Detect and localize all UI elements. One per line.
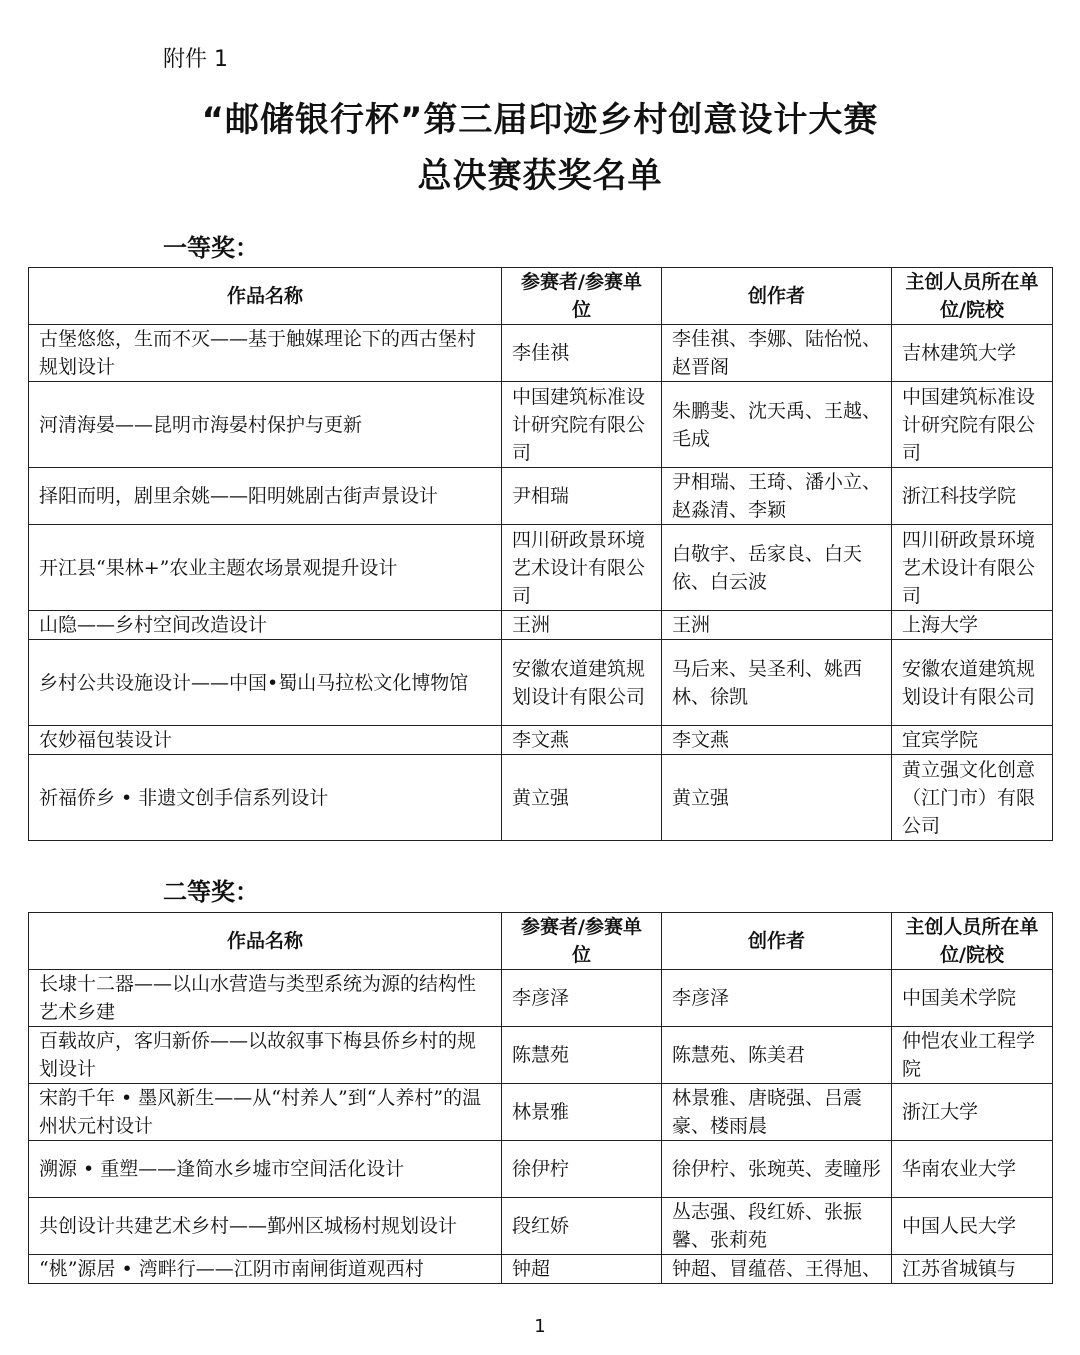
cell-entrant: 徐伊柠 xyxy=(502,1141,662,1198)
cell-work: 长埭十二器——以山水营造与类型系统为源的结构性艺术乡建 xyxy=(29,970,502,1027)
cell-affiliation: 中国人民大学 xyxy=(892,1198,1053,1255)
cell-affiliation: 上海大学 xyxy=(892,611,1053,640)
cell-creators: 李文燕 xyxy=(662,726,892,755)
document-title: “邮储银行杯”第三届印迹乡村创意设计大赛 xyxy=(201,100,879,140)
cell-affiliation: 浙江科技学院 xyxy=(892,468,1053,525)
document-subtitle: 总决赛获奖名单 xyxy=(417,156,663,196)
header-work: 作品名称 xyxy=(29,268,502,325)
cell-work: 共创设计共建艺术乡村——鄞州区城杨村规划设计 xyxy=(29,1198,502,1255)
cell-work: 祈福侨乡 • 非遗文创手信系列设计 xyxy=(29,755,502,841)
cell-entrant: 李佳祺 xyxy=(502,325,662,382)
table-row xyxy=(29,525,1053,611)
header-work: 作品名称 xyxy=(29,913,502,970)
cell-work: 古堡悠悠，生而不灭——基于触媒理论下的西古堡村规划设计 xyxy=(29,325,502,382)
table-row xyxy=(29,325,1053,382)
cell-creators: 朱鹏斐、沈天禹、王越、毛成 xyxy=(662,382,892,468)
cell-entrant: 林景雅 xyxy=(502,1084,662,1141)
cell-entrant: 钟超 xyxy=(502,1255,662,1284)
cell-affiliation: 安徽农道建筑规划设计有限公司 xyxy=(892,640,1053,726)
table-row xyxy=(29,970,1053,1027)
cell-entrant: 黄立强 xyxy=(502,755,662,841)
table-row xyxy=(29,468,1053,525)
table-row xyxy=(29,1084,1053,1141)
table-row xyxy=(29,1141,1053,1198)
cell-work: 山隐——乡村空间改造设计 xyxy=(29,611,502,640)
cell-creators: 尹相瑞、王琦、潘小立、赵淼清、李颖 xyxy=(662,468,892,525)
first-prize-table xyxy=(28,267,1053,841)
cell-creators: 王洲 xyxy=(662,611,892,640)
table-row xyxy=(29,726,1053,755)
cell-work: 乡村公共设施设计——中国•蜀山马拉松文化博物馆 xyxy=(29,640,502,726)
header-affiliation: 主创人员所在单位/院校 xyxy=(892,913,1053,970)
cell-creators: 陈慧苑、陈美君 xyxy=(662,1027,892,1084)
cell-work: 开江县“果林+”农业主题农场景观提升设计 xyxy=(29,525,502,611)
cell-creators: 马后来、吴圣利、姚西林、徐凯 xyxy=(662,640,892,726)
cell-entrant: 李文燕 xyxy=(502,726,662,755)
cell-creators: 钟超、冒蕴蓓、王得旭、 xyxy=(662,1255,892,1284)
table-row xyxy=(29,755,1053,841)
cell-affiliation: 华南农业大学 xyxy=(892,1141,1053,1198)
table-row xyxy=(29,1198,1053,1255)
cell-affiliation: 黄立强文化创意（江门市）有限公司 xyxy=(892,755,1053,841)
second-prize-table xyxy=(28,912,1053,1284)
cell-entrant: 中国建筑标准设计研究院有限公司 xyxy=(502,382,662,468)
cell-work: 择阳而明，剧里余姚——阳明姚剧古街声景设计 xyxy=(29,468,502,525)
header-creators: 创作者 xyxy=(662,268,892,325)
header-entrant: 参赛者/参赛单位 xyxy=(502,268,662,325)
section-label-second-prize: 二等奖： xyxy=(163,878,259,906)
table-row xyxy=(29,640,1053,726)
cell-affiliation: 江苏省城镇与 xyxy=(892,1255,1053,1284)
table-row xyxy=(29,382,1053,468)
header-creators: 创作者 xyxy=(662,913,892,970)
cell-affiliation: 中国美术学院 xyxy=(892,970,1053,1027)
cell-creators: 徐伊柠、张琬英、麦瞳彤 xyxy=(662,1141,892,1198)
cell-entrant: 安徽农道建筑规划设计有限公司 xyxy=(502,640,662,726)
header-affiliation: 主创人员所在单位/院校 xyxy=(892,268,1053,325)
cell-entrant: 段红娇 xyxy=(502,1198,662,1255)
cell-affiliation: 仲恺农业工程学院 xyxy=(892,1027,1053,1084)
cell-entrant: 尹相瑞 xyxy=(502,468,662,525)
cell-creators: 丛志强、段红娇、张振馨、张莉苑 xyxy=(662,1198,892,1255)
cell-creators: 林景雅、唐晓强、吕震豪、楼雨晨 xyxy=(662,1084,892,1141)
cell-work: 宋韵千年 • 墨风新生——从“村养人”到“人养村”的温州状元村设计 xyxy=(29,1084,502,1141)
cell-work: 百载故庐，客归新侨——以故叙事下梅县侨乡村的规划设计 xyxy=(29,1027,502,1084)
cell-creators: 白敬宇、岳家良、白天依、白云波 xyxy=(662,525,892,611)
table-row xyxy=(29,1255,1053,1284)
cell-affiliation: 四川研政景环境艺术设计有限公司 xyxy=(892,525,1053,611)
cell-affiliation: 浙江大学 xyxy=(892,1084,1053,1141)
header-entrant: 参赛者/参赛单位 xyxy=(502,913,662,970)
cell-affiliation: 吉林建筑大学 xyxy=(892,325,1053,382)
cell-creators: 李彦泽 xyxy=(662,970,892,1027)
cell-creators: 黄立强 xyxy=(662,755,892,841)
attachment-label: 附件 1 xyxy=(163,47,228,72)
page-number: 1 xyxy=(534,1316,546,1337)
table-row xyxy=(29,1027,1053,1084)
cell-work: 农妙福包装设计 xyxy=(29,726,502,755)
cell-work: “桃”源居 • 湾畔行——江阴市南闸街道观西村 xyxy=(29,1255,502,1284)
cell-work: 溯源 • 重塑——逢简水乡墟市空间活化设计 xyxy=(29,1141,502,1198)
table-header-row xyxy=(29,268,1053,325)
table-header-row xyxy=(29,913,1053,970)
cell-work: 河清海晏——昆明市海晏村保护与更新 xyxy=(29,382,502,468)
table-row xyxy=(29,611,1053,640)
cell-creators: 李佳祺、李娜、陆怡悦、赵晋阁 xyxy=(662,325,892,382)
cell-entrant: 陈慧苑 xyxy=(502,1027,662,1084)
cell-affiliation: 中国建筑标准设计研究院有限公司 xyxy=(892,382,1053,468)
cell-entrant: 李彦泽 xyxy=(502,970,662,1027)
cell-entrant: 四川研政景环境艺术设计有限公司 xyxy=(502,525,662,611)
cell-affiliation: 宜宾学院 xyxy=(892,726,1053,755)
section-label-first-prize: 一等奖： xyxy=(163,234,259,262)
cell-entrant: 王洲 xyxy=(502,611,662,640)
